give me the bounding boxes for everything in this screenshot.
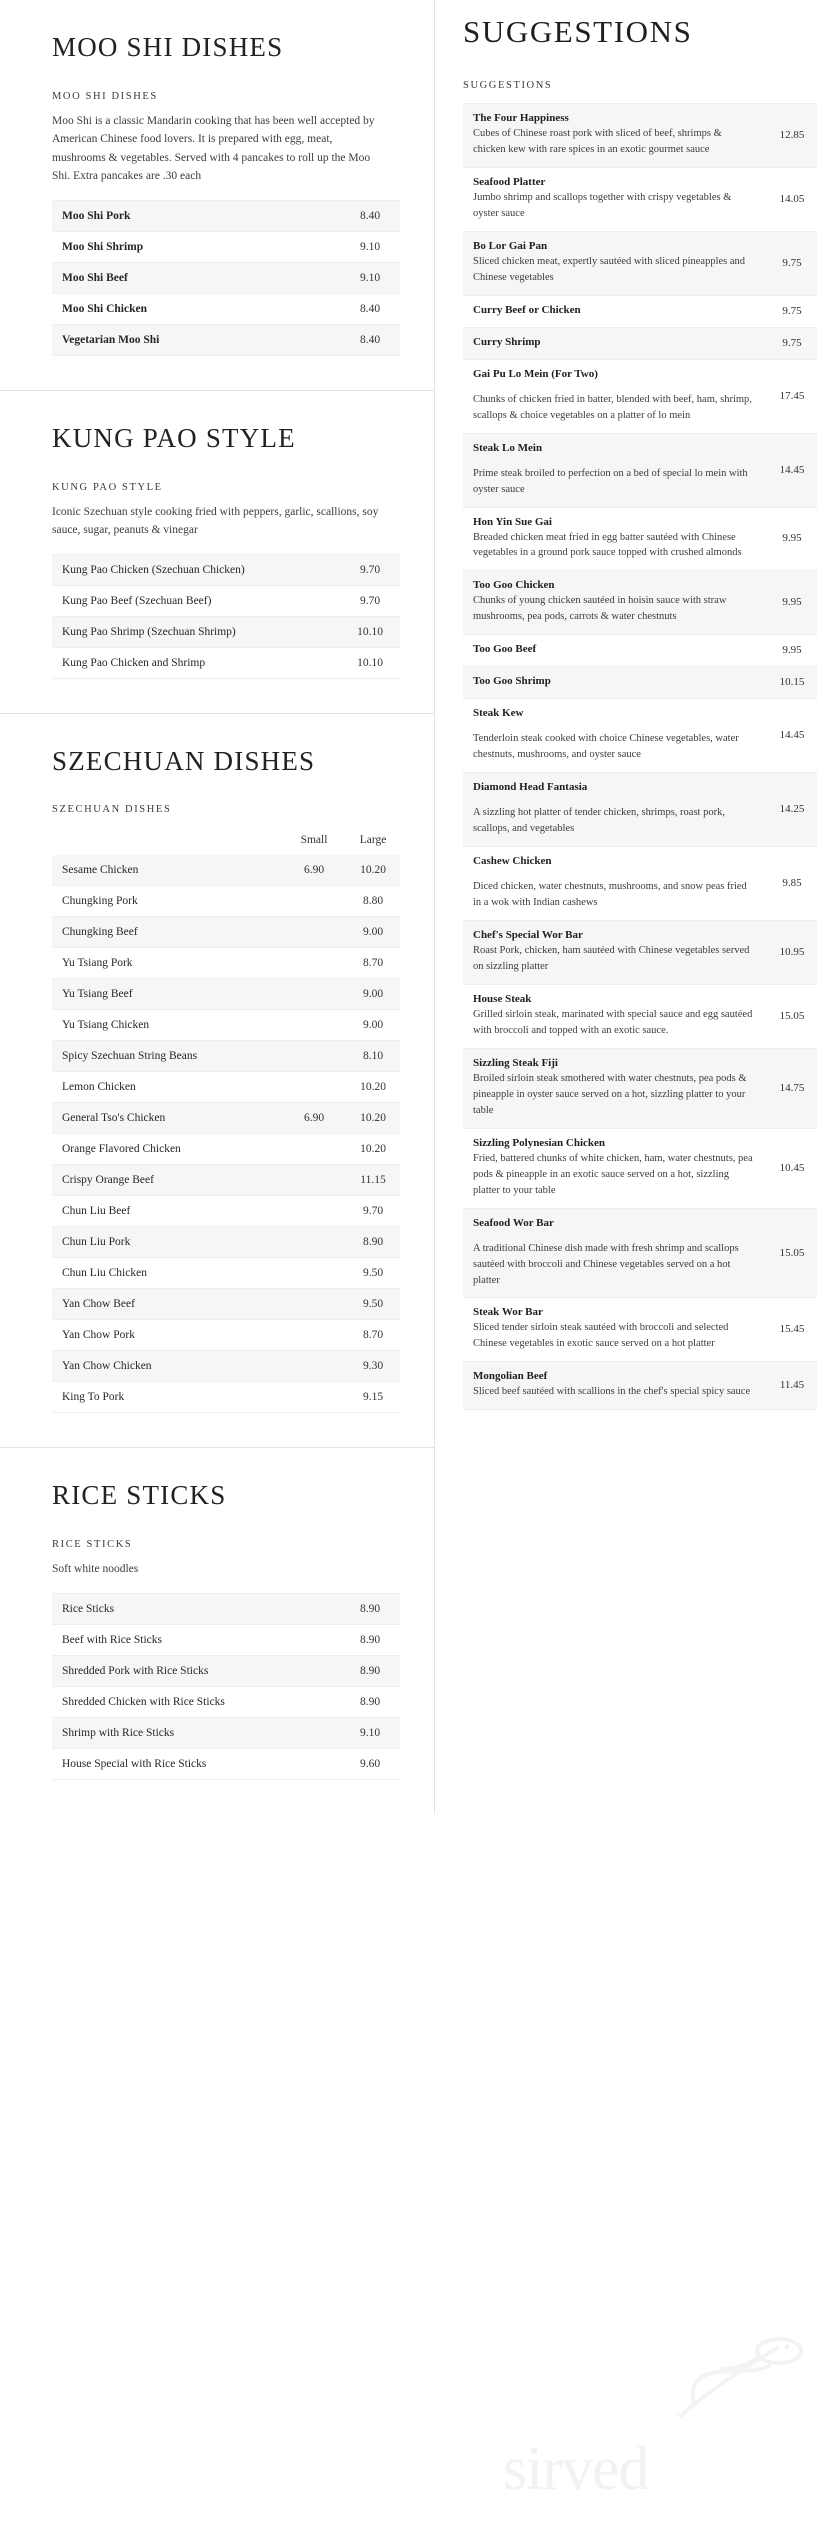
suggestion-description: Fried, battered chunks of white chicken, ham, water chestnuts, pea pods & pineapple in an exotic sauce served on a hot, sizzling platter to your table — [473, 1152, 753, 1196]
suggestion-row[interactable] — [463, 699, 817, 773]
suggestion-description: Prime steak broiled to perfection on a bed of special lo mein with oyster sauce — [473, 467, 748, 495]
menu-item-name: Yu Tsiang Chicken — [52, 1010, 282, 1041]
section-items-table — [52, 554, 400, 679]
menu-item-row[interactable] — [52, 325, 400, 356]
column-header: Large — [359, 834, 387, 847]
menu-item-row[interactable] — [52, 1351, 400, 1382]
menu-section — [0, 714, 434, 1449]
suggestion-price: 14.45 — [763, 433, 817, 507]
menu-item-price: 8.90 — [338, 1593, 400, 1624]
suggestion-content — [463, 1048, 763, 1128]
sirved-watermark — [495, 2321, 825, 2511]
suggestion-description: Tenderloin steak cooked with choice Chinese vegetables, water chestnuts, mushrooms, and oyster sauce — [473, 733, 739, 761]
suggestion-price: 14.05 — [763, 167, 817, 231]
suggestion-row[interactable] — [463, 104, 817, 168]
menu-item-price: 8.40 — [338, 294, 400, 325]
suggestion-content — [463, 984, 763, 1048]
right-column — [435, 0, 835, 1410]
menu-item-name: Yu Tsiang Pork — [52, 948, 282, 979]
suggestion-description: Sliced beef sautéed with scallions in the chef's special spicy sauce — [473, 1386, 751, 1398]
suggestion-name: Too Goo Beef — [473, 643, 537, 656]
menu-item-price-large: 8.70 — [344, 1320, 400, 1351]
menu-item-name: Shrimp with Rice Sticks — [52, 1717, 338, 1748]
suggestion-content — [463, 699, 763, 773]
suggestions-title: SUGGESTIONS — [463, 14, 693, 49]
section-title: RICE STICKS — [52, 1480, 227, 1511]
suggestion-name: Bo Lor Gai Pan — [473, 239, 548, 252]
menu-item-price-large: 9.15 — [344, 1382, 400, 1413]
suggestion-row[interactable] — [463, 984, 817, 1048]
section-title: KUNG PAO STYLE — [52, 423, 296, 454]
menu-item-price — [282, 1227, 344, 1258]
suggestion-description: Grilled sirloin steak, marinated with special sauce and egg sautéed with broccoli and topped with an exotic sauce. — [473, 1008, 753, 1036]
suggestion-price: 9.75 — [763, 327, 817, 359]
menu-item-name: Shredded Pork with Rice Sticks — [52, 1655, 338, 1686]
menu-item-price-large: 11.15 — [344, 1165, 400, 1196]
suggestion-content — [463, 327, 763, 359]
suggestion-row[interactable] — [463, 507, 817, 571]
menu-item-price: 8.40 — [338, 325, 400, 356]
suggestion-description: Jumbo shrimp and scallops together with crispy vegetables & oyster sauce — [473, 191, 732, 219]
menu-item-price — [282, 1134, 344, 1165]
menu-item-row[interactable] — [52, 554, 400, 585]
suggestion-name: Gai Pu Lo Mein (For Two) — [473, 367, 598, 380]
suggestion-price: 15.05 — [763, 1208, 817, 1298]
menu-item-name: Moo Shi Beef — [52, 263, 338, 294]
menu-section — [0, 391, 434, 714]
suggestion-content — [463, 1208, 763, 1298]
menu-item-row[interactable] — [52, 647, 400, 678]
section-description: Iconic Szechuan style cooking fried with peppers, garlic, scallions, soy sauce, sugar, peanuts & vinegar — [52, 505, 379, 537]
menu-item-name: Vegetarian Moo Shi — [52, 325, 338, 356]
suggestion-price: 10.95 — [763, 921, 817, 985]
suggestion-name: Seafood Platter — [473, 175, 546, 188]
menu-item-price — [282, 1382, 344, 1413]
menu-item-price: 9.10 — [338, 263, 400, 294]
menu-item-name: Kung Pao Chicken and Shrimp — [52, 647, 338, 678]
suggestion-row[interactable] — [463, 847, 817, 921]
suggestion-name: The Four Happiness — [473, 112, 569, 124]
suggestion-description: Broiled sirloin steak smothered with water chestnuts, pea pods & pineapple in oyster sauce served on a hot, sizzling platter to your table — [473, 1072, 747, 1116]
menu-item-row[interactable] — [52, 585, 400, 616]
menu-item-name: Spicy Szechuan String Beans — [52, 1041, 282, 1072]
suggestion-row[interactable] — [463, 167, 817, 231]
menu-item-price-large: 9.00 — [344, 917, 400, 948]
menu-item-row[interactable] — [52, 1717, 400, 1748]
menu-item-price: 10.10 — [338, 647, 400, 678]
suggestion-price: 9.85 — [763, 847, 817, 921]
suggestion-row[interactable] — [463, 433, 817, 507]
menu-item-name: Kung Pao Beef (Szechuan Beef) — [52, 585, 338, 616]
menu-item-row[interactable] — [52, 1196, 400, 1227]
suggestion-price: 14.45 — [763, 699, 817, 773]
menu-item-price-large: 9.70 — [344, 1196, 400, 1227]
menu-item-row[interactable] — [52, 263, 400, 294]
menu-item-price-large: 8.10 — [344, 1041, 400, 1072]
suggestion-name: Too Goo Shrimp — [473, 675, 551, 688]
menu-item-price — [282, 1289, 344, 1320]
menu-item-price — [282, 1072, 344, 1103]
suggestion-price: 17.45 — [763, 359, 817, 433]
suggestion-row[interactable] — [463, 1298, 817, 1362]
section-title: SZECHUAN DISHES — [52, 745, 316, 776]
menu-item-price: 10.10 — [338, 616, 400, 647]
suggestion-content — [463, 359, 763, 433]
suggestion-content — [463, 571, 763, 635]
menu-item-row[interactable] — [52, 1624, 400, 1655]
menu-item-name: Chun Liu Pork — [52, 1227, 282, 1258]
menu-item-name: Chun Liu Chicken — [52, 1258, 282, 1289]
menu-item-row[interactable] — [52, 855, 400, 886]
suggestion-content — [463, 167, 763, 231]
suggestion-content — [463, 231, 763, 295]
menu-section — [0, 1448, 434, 1813]
menu-item-name: Lemon Chicken — [52, 1072, 282, 1103]
menu-item-row[interactable] — [52, 1103, 400, 1134]
suggestion-description: Sliced chicken meat, expertly sautéed with sliced pineapples and Chinese vegetables — [473, 255, 746, 283]
suggestion-name: Steak Wor Bar — [473, 1306, 543, 1319]
menu-item-row[interactable] — [52, 232, 400, 263]
menu-item-row[interactable] — [52, 294, 400, 325]
suggestion-description: Sliced tender sirloin steak sautéed with broccoli and selected Chinese vegetables in exotic sauce served on a hot platter — [473, 1322, 729, 1350]
menu-item-price: 9.10 — [338, 232, 400, 263]
suggestion-content — [463, 1298, 763, 1362]
menu-item-name: Sesame Chicken — [52, 855, 282, 886]
menu-item-name: Moo Shi Pork — [52, 201, 338, 232]
menu-item-row[interactable] — [52, 1134, 400, 1165]
menu-item-row[interactable] — [52, 1227, 400, 1258]
suggestion-description: A traditional Chinese dish made with fresh shrimp and scallops sautéed with broccoli and Chinese vegetables served on a hot platter — [473, 1242, 739, 1286]
menu-item-name: Chun Liu Beef — [52, 1196, 282, 1227]
suggestion-row[interactable] — [463, 1208, 817, 1298]
suggestion-row[interactable] — [463, 571, 817, 635]
menu-item-price — [282, 886, 344, 917]
suggestion-price: 14.75 — [763, 1048, 817, 1128]
menu-item-row[interactable] — [52, 1165, 400, 1196]
suggestion-name: Steak Lo Mein — [473, 441, 543, 454]
suggestion-description: Diced chicken, water chestnuts, mushrooms, and snow peas fried in a wok with Indian cashews — [473, 881, 747, 909]
suggestion-description: A sizzling hot platter of tender chicken, shrimps, roast pork, scallops, and vegetables — [473, 807, 725, 835]
suggestion-price: 9.95 — [763, 507, 817, 571]
column-header-row — [52, 825, 400, 855]
suggestion-row[interactable] — [463, 667, 817, 699]
suggestion-row[interactable] — [463, 359, 817, 433]
menu-section — [0, 0, 434, 391]
menu-item-price: 6.90 — [282, 1103, 344, 1134]
suggestion-name: Seafood Wor Bar — [473, 1216, 554, 1229]
section-items-table — [52, 825, 400, 1413]
section-subtitle: MOO SHI DISHES — [52, 90, 158, 102]
suggestion-price: 9.75 — [763, 231, 817, 295]
suggestion-description: Chunks of young chicken sautéed in hoisin sauce with straw mushrooms, pea pods, carrots & water chestnuts — [473, 595, 727, 623]
left-column — [0, 0, 435, 1814]
menu-item-name: Yan Chow Chicken — [52, 1351, 282, 1382]
menu-item-price-large: 9.00 — [344, 1010, 400, 1041]
menu-item-row[interactable] — [52, 1655, 400, 1686]
section-subtitle: SZECHUAN DISHES — [52, 804, 172, 816]
suggestion-row[interactable] — [463, 231, 817, 295]
suggestion-content — [463, 921, 763, 985]
suggestion-name: Curry Shrimp — [473, 335, 541, 348]
suggestions-body — [463, 104, 817, 1410]
suggestion-row[interactable] — [463, 635, 817, 667]
menu-item-row[interactable] — [52, 979, 400, 1010]
menu-item-price: 6.90 — [282, 855, 344, 886]
watermark-text: sirved — [503, 2435, 649, 2503]
menu-item-row[interactable] — [52, 917, 400, 948]
suggestion-row[interactable] — [463, 773, 817, 847]
menu-item-price: 8.90 — [338, 1655, 400, 1686]
suggestion-price: 9.95 — [763, 635, 817, 667]
suggestion-description: Breaded chicken meat fried in egg batter sautéed with Chinese vegetables in a ground pork sauce topped with crushed almonds — [473, 531, 742, 559]
suggestion-name: House Steak — [473, 992, 532, 1005]
suggestion-name: Curry Beef or Chicken — [473, 303, 581, 316]
menu-item-row[interactable] — [52, 886, 400, 917]
suggestion-content — [463, 773, 763, 847]
menu-item-name: Moo Shi Chicken — [52, 294, 338, 325]
suggestion-name: Diamond Head Fantasia — [473, 781, 588, 794]
menu-item-price-large: 10.20 — [344, 1072, 400, 1103]
menu-item-price: 8.40 — [338, 201, 400, 232]
suggestion-row[interactable] — [463, 1048, 817, 1128]
menu-item-price — [282, 979, 344, 1010]
menu-item-price — [282, 1320, 344, 1351]
suggestion-price: 10.15 — [763, 667, 817, 699]
menu-item-price-large: 9.50 — [344, 1289, 400, 1320]
suggestion-price: 9.95 — [763, 571, 817, 635]
suggestion-content — [463, 1362, 763, 1410]
suggestion-content — [463, 1128, 763, 1208]
menu-item-price — [282, 948, 344, 979]
suggestion-price: 15.05 — [763, 984, 817, 1048]
suggestion-content — [463, 635, 763, 667]
menu-item-row[interactable] — [52, 1258, 400, 1289]
suggestions-table — [463, 103, 817, 1410]
menu-item-name: Yu Tsiang Beef — [52, 979, 282, 1010]
suggestion-name: Chef's Special Wor Bar — [473, 929, 583, 942]
menu-item-price-large: 8.80 — [344, 886, 400, 917]
suggestion-content — [463, 507, 763, 571]
suggestion-content — [463, 667, 763, 699]
menu-item-price — [282, 1165, 344, 1196]
section-subtitle: RICE STICKS — [52, 1538, 133, 1550]
suggestion-name: Sizzling Polynesian Chicken — [473, 1136, 606, 1149]
menu-item-price — [282, 1258, 344, 1289]
suggestion-name: Sizzling Steak Fiji — [473, 1056, 558, 1069]
suggestion-price: 9.75 — [763, 295, 817, 327]
suggestion-price: 10.45 — [763, 1128, 817, 1208]
menu-item-price-large: 10.20 — [344, 1103, 400, 1134]
suggestion-price: 15.45 — [763, 1298, 817, 1362]
menu-item-price-large: 10.20 — [344, 1134, 400, 1165]
suggestion-description: Roast Pork, chicken, ham sautéed with Chinese vegetables served on sizzling platter — [473, 945, 750, 973]
menu-item-name: Orange Flavored Chicken — [52, 1134, 282, 1165]
suggestion-row[interactable] — [463, 1128, 817, 1208]
menu-item-name: General Tso's Chicken — [52, 1103, 282, 1134]
suggestion-price: 12.85 — [763, 104, 817, 168]
section-description: Soft white noodles — [52, 1562, 139, 1575]
menu-item-price: 9.10 — [338, 1717, 400, 1748]
section-title: MOO SHI DISHES — [52, 32, 284, 62]
menu-item-price: 8.90 — [338, 1624, 400, 1655]
menu-item-row[interactable] — [52, 1748, 400, 1779]
menu-item-price: 9.70 — [338, 585, 400, 616]
menu-item-name: Yan Chow Beef — [52, 1289, 282, 1320]
menu-item-row[interactable] — [52, 616, 400, 647]
menu-item-name: Shredded Chicken with Rice Sticks — [52, 1686, 338, 1717]
menu-item-name: Kung Pao Shrimp (Szechuan Shrimp) — [52, 616, 338, 647]
suggestions-subtitle: SUGGESTIONS — [463, 80, 553, 91]
menu-item-row[interactable] — [52, 1382, 400, 1413]
menu-item-name: Chungking Beef — [52, 917, 282, 948]
menu-item-row[interactable] — [52, 201, 400, 232]
suggestion-content — [463, 847, 763, 921]
menu-item-name: Chungking Pork — [52, 886, 282, 917]
section-description: Moo Shi is a classic Mandarin cooking that has been well accepted by American Chinese food lovers. It is prepared with egg, meat, mushrooms & vegetables. Served with 4 pancakes to roll up the Moo Shi. Extra pancakes are .30 each — [52, 114, 375, 183]
menu-item-price — [282, 1196, 344, 1227]
menu-item-price — [282, 917, 344, 948]
menu-item-row[interactable] — [52, 1072, 400, 1103]
menu-item-name: Beef with Rice Sticks — [52, 1624, 338, 1655]
menu-item-price: 8.90 — [338, 1686, 400, 1717]
suggestion-name: Hon Yin Sue Gai — [473, 515, 552, 528]
section-items-table — [52, 200, 400, 356]
menu-item-price-large: 8.70 — [344, 948, 400, 979]
menu-item-price-large: 8.90 — [344, 1227, 400, 1258]
section-items-table — [52, 1593, 400, 1780]
menu-item-price — [282, 1010, 344, 1041]
menu-item-name: Kung Pao Chicken (Szechuan Chicken) — [52, 554, 338, 585]
menu-item-row[interactable] — [52, 1320, 400, 1351]
column-header: Small — [300, 834, 328, 847]
menu-item-name: House Special with Rice Sticks — [52, 1748, 338, 1779]
menu-item-price — [282, 1041, 344, 1072]
menu-item-price-large: 9.00 — [344, 979, 400, 1010]
suggestion-description: Chunks of chicken fried in batter, blended with beef, ham, shrimp, scallops & choice vegetables on a platter of lo mein — [473, 393, 752, 421]
suggestion-content — [463, 295, 763, 327]
menu-item-row[interactable] — [52, 1593, 400, 1624]
menu-item-name: Yan Chow Pork — [52, 1320, 282, 1351]
menu-item-row[interactable] — [52, 1010, 400, 1041]
section-subtitle: KUNG PAO STYLE — [52, 481, 163, 493]
suggestion-description: Cubes of Chinese roast pork with sliced of beef, shrimps & chicken kew with rare spices in an exotic gourmet sauce — [473, 128, 722, 155]
menu-item-row[interactable] — [52, 948, 400, 979]
suggestion-content — [463, 104, 763, 168]
menu-item-price-large: 9.50 — [344, 1258, 400, 1289]
suggestion-row[interactable] — [463, 327, 817, 359]
suggestion-name: Steak Kew — [473, 707, 524, 720]
suggestion-row[interactable] — [463, 295, 817, 327]
suggestion-name: Too Goo Chicken — [473, 579, 555, 592]
menu-item-name: Rice Sticks — [52, 1593, 338, 1624]
menu-item-price: 9.60 — [338, 1748, 400, 1779]
suggestion-name: Mongolian Beef — [473, 1370, 548, 1383]
menu-item-row[interactable] — [52, 1686, 400, 1717]
suggestion-row[interactable] — [463, 921, 817, 985]
suggestion-price: 11.45 — [763, 1362, 817, 1410]
column-header-spacer — [52, 825, 282, 855]
menu-item-price-large: 10.20 — [344, 855, 400, 886]
menu-item-name: Moo Shi Shrimp — [52, 232, 338, 263]
menu-item-row[interactable] — [52, 1289, 400, 1320]
menu-item-price — [282, 1351, 344, 1382]
suggestion-content — [463, 433, 763, 507]
suggestion-row[interactable] — [463, 1362, 817, 1410]
menu-item-price: 9.70 — [338, 554, 400, 585]
menu-item-name: Crispy Orange Beef — [52, 1165, 282, 1196]
utensils-icon — [659, 2321, 809, 2441]
suggestion-name: Cashew Chicken — [473, 855, 552, 868]
menu-item-name: King To Pork — [52, 1382, 282, 1413]
menu-item-price-large: 9.30 — [344, 1351, 400, 1382]
menu-item-row[interactable] — [52, 1041, 400, 1072]
suggestion-price: 14.25 — [763, 773, 817, 847]
